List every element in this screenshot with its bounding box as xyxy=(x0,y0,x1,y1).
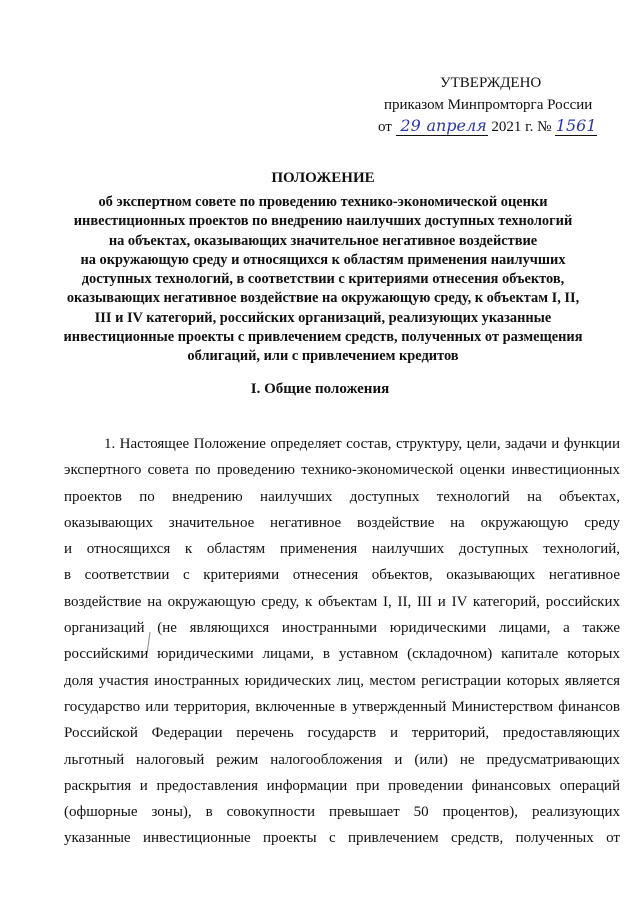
subtitle-line: на окружающую среду и относящихся к областям применения наилучших xyxy=(80,251,566,268)
subtitle-line: оказывающих негативное воздействие на окружающую среду, к объектам I, II, xyxy=(66,290,580,307)
subtitle-line: инвестиционные проекты с привлечением средств, полученных от размещения xyxy=(63,329,583,346)
date-prefix: от xyxy=(378,119,392,135)
subtitle-line: на объектах, оказывающих значительное негативное воздействие xyxy=(108,232,538,249)
paragraph-line: проектов по внедрению наилучших доступных технологий на объектах, xyxy=(64,488,620,505)
approval-order-line: приказом Минпромторга России xyxy=(384,97,593,113)
paragraph-line: 1. Настоящее Положение определяет состав, структуру, цели, задачи и функции xyxy=(104,436,620,452)
paragraph-line: государство или территория, включенные в утвержденный Министерством финансов xyxy=(64,698,620,715)
subtitle-line: инвестиционных проектов по внедрению наилучших доступных технологий xyxy=(73,213,573,230)
handwritten-month: апреля xyxy=(426,116,487,135)
paragraph-body xyxy=(64,431,620,852)
subtitle-line: об экспертном совете по проведению технико-экономической оценки xyxy=(98,194,548,210)
subtitle-line: доступных технологий, в соответствии с критериями отнесения объектов, xyxy=(81,271,565,288)
date-year: 2021 г. № xyxy=(491,119,552,135)
paragraph-line: воздействие на окружающую среду, к объектам I, II, III и IV категорий, российских xyxy=(64,593,620,610)
paragraph-line: (офшорные зоны), в совокупности превышает 50 процентов), реализующих xyxy=(64,804,620,821)
paragraph-line: льготный налоговый режим налогообложения и (или) не предусматривающих xyxy=(64,751,620,768)
section-heading: I. Общие положения xyxy=(250,381,390,397)
subtitle-line: III и IV категорий, российских организаций, реализующих указанные xyxy=(94,309,552,326)
paragraph-line: и относящихся к областям применения наилучших доступных технологий, xyxy=(64,541,620,558)
document-title: ПОЛОЖЕНИЕ xyxy=(271,170,375,186)
paragraph-line: экспертного совета по проведению технико-экономической оценки инвестиционных xyxy=(64,462,620,479)
paragraph-line: указанные инвестиционные проекты с привлечением средств, полученных от xyxy=(64,830,620,847)
paragraph-line: российскими юридическими лицами, в уставном (складочном) капитале которых xyxy=(64,646,620,663)
approval-stamp xyxy=(378,72,618,138)
approval-date-line xyxy=(378,116,618,138)
handwritten-day: 29 xyxy=(396,117,426,136)
approval-title: УТВЕРЖДЕНО xyxy=(440,75,542,91)
subtitle-line: облигаций, или с привлечением кредитов xyxy=(187,348,459,365)
paragraph-line: в соответствии с критериями отнесения объектов, оказывающих негативное xyxy=(64,567,620,584)
paragraph-line: организаций (не являющихся иностранными юридическими лицами, а также xyxy=(64,620,620,637)
paragraph-line: Российской Федерации перечень государств и территорий, предоставляющих xyxy=(64,725,620,742)
paragraph-line: оказывающих значительное негативное воздействие на окружающую среду xyxy=(64,514,620,531)
document-title-block xyxy=(28,168,618,367)
paragraph-line: раскрытия и предоставления информации при проведении финансовых операций xyxy=(64,777,620,794)
handwritten-order-number: 1561 xyxy=(555,116,597,135)
paragraph-line: доля участия иностранных юридических лиц, местом регистрации которых является xyxy=(64,672,620,689)
